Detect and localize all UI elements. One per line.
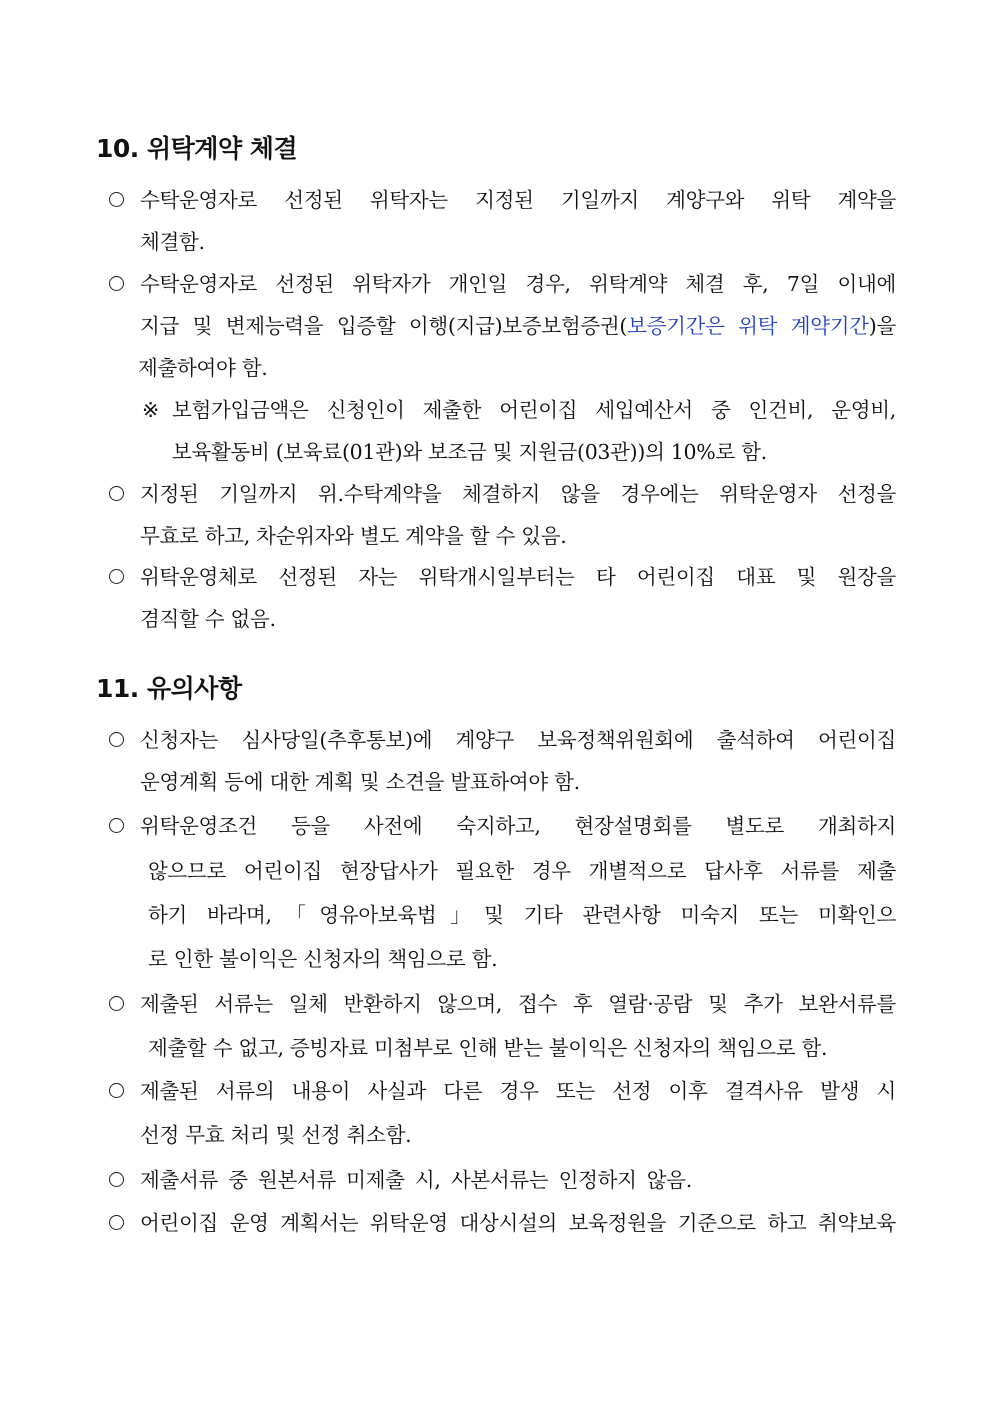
note-mark: ※: [142, 398, 159, 422]
item-text: 제출된 서류는 일체 반환하지 않으며, 접수 후 열람·공람 및 추가 보완서류를: [140, 992, 896, 1016]
circle-bullet-icon: [109, 1083, 124, 1098]
item-text: )을: [868, 314, 896, 338]
circle-bullet-icon: [109, 1215, 124, 1230]
item-text: 수탁운영자로 선정된 위탁자가 개인일 경우, 위탁계약 체결 후, 7일 이내에: [140, 272, 896, 296]
item-text: 위탁운영체로 선정된 자는 위탁개시일부터는 타 어린이집 대표 및 원장을: [140, 565, 896, 589]
item-text: 위탁운영조건 등을 사전에 숙지하고, 현장설명회를 별도로 개최하지: [140, 814, 896, 838]
note-text: 보육활동비 (보육료(01관)와 보조금 및 지원금(03관))의 10%로 함.: [172, 440, 767, 464]
item-text-mixed: [140, 311, 896, 341]
circle-bullet-icon: [109, 276, 124, 291]
highlight-text: 보증기간은 위탁 계약기간: [627, 314, 869, 338]
item-text: 수탁운영자로 선정된 위탁자는 지정된 기일까지 계양구와 위탁 계약을: [140, 188, 896, 212]
section-heading-11: 11. 유의사항: [96, 674, 242, 703]
circle-bullet-icon: [109, 732, 124, 747]
item-text: 않으므로 어린이집 현장답사가 필요한 경우 개별적으로 답사후 서류를 제출: [148, 859, 896, 883]
circle-bullet-icon: [109, 996, 124, 1011]
section-heading-10: 10. 위탁계약 체결: [96, 134, 298, 163]
item-text: 지급 및 변제능력을 입증할 이행(지급)보증보험증권(: [140, 314, 628, 338]
circle-bullet-icon: [109, 569, 124, 584]
item-text: 선정 무효 처리 및 선정 취소함.: [140, 1123, 412, 1147]
item-text: 체결함.: [140, 230, 205, 254]
circle-bullet-icon: [109, 1172, 124, 1187]
circle-bullet-icon: [109, 192, 124, 207]
circle-bullet-icon: [109, 486, 124, 501]
item-text: 제출서류 중 원본서류 미제출 시, 사본서류는 인정하지 않음.: [140, 1168, 693, 1192]
item-text: 로 인한 불이익은 신청자의 책임으로 함.: [148, 947, 498, 971]
item-text: 제출할 수 없고, 증빙자료 미첨부로 인해 받는 불이익은 신청자의 책임으로 함.: [148, 1036, 828, 1060]
item-text: 어린이집 운영 계획서는 위탁운영 대상시설의 보육정원을 기준으로 하고 취약보육: [140, 1211, 896, 1235]
item-text: 하기 바라며,「영유아보육법」및 기타 관련사항 미숙지 또는 미확인으: [148, 903, 896, 927]
item-text: 무효로 하고, 차순위자와 별도 계약을 할 수 있음.: [140, 524, 567, 548]
item-text: 제출된 서류의 내용이 사실과 다른 경우 또는 선정 이후 결격사유 발생 시: [140, 1079, 896, 1103]
item-text: 신청자는 심사당일(추후통보)에 계양구 보육정책위원회에 출석하여 어린이집: [140, 728, 896, 752]
item-text: 제출하여야 함.: [138, 356, 268, 380]
item-text: 운영계획 등에 대한 계획 및 소견을 발표하여야 함.: [140, 770, 580, 794]
circle-bullet-icon: [109, 818, 124, 833]
item-text: 지정된 기일까지 위.수탁계약을 체결하지 않을 경우에는 위탁운영자 선정을: [140, 482, 896, 506]
item-text: 겸직할 수 없음.: [140, 607, 276, 631]
note-text: 보험가입금액은 신청인이 제출한 어린이집 세입예산서 중 인건비, 운영비,: [172, 398, 896, 422]
